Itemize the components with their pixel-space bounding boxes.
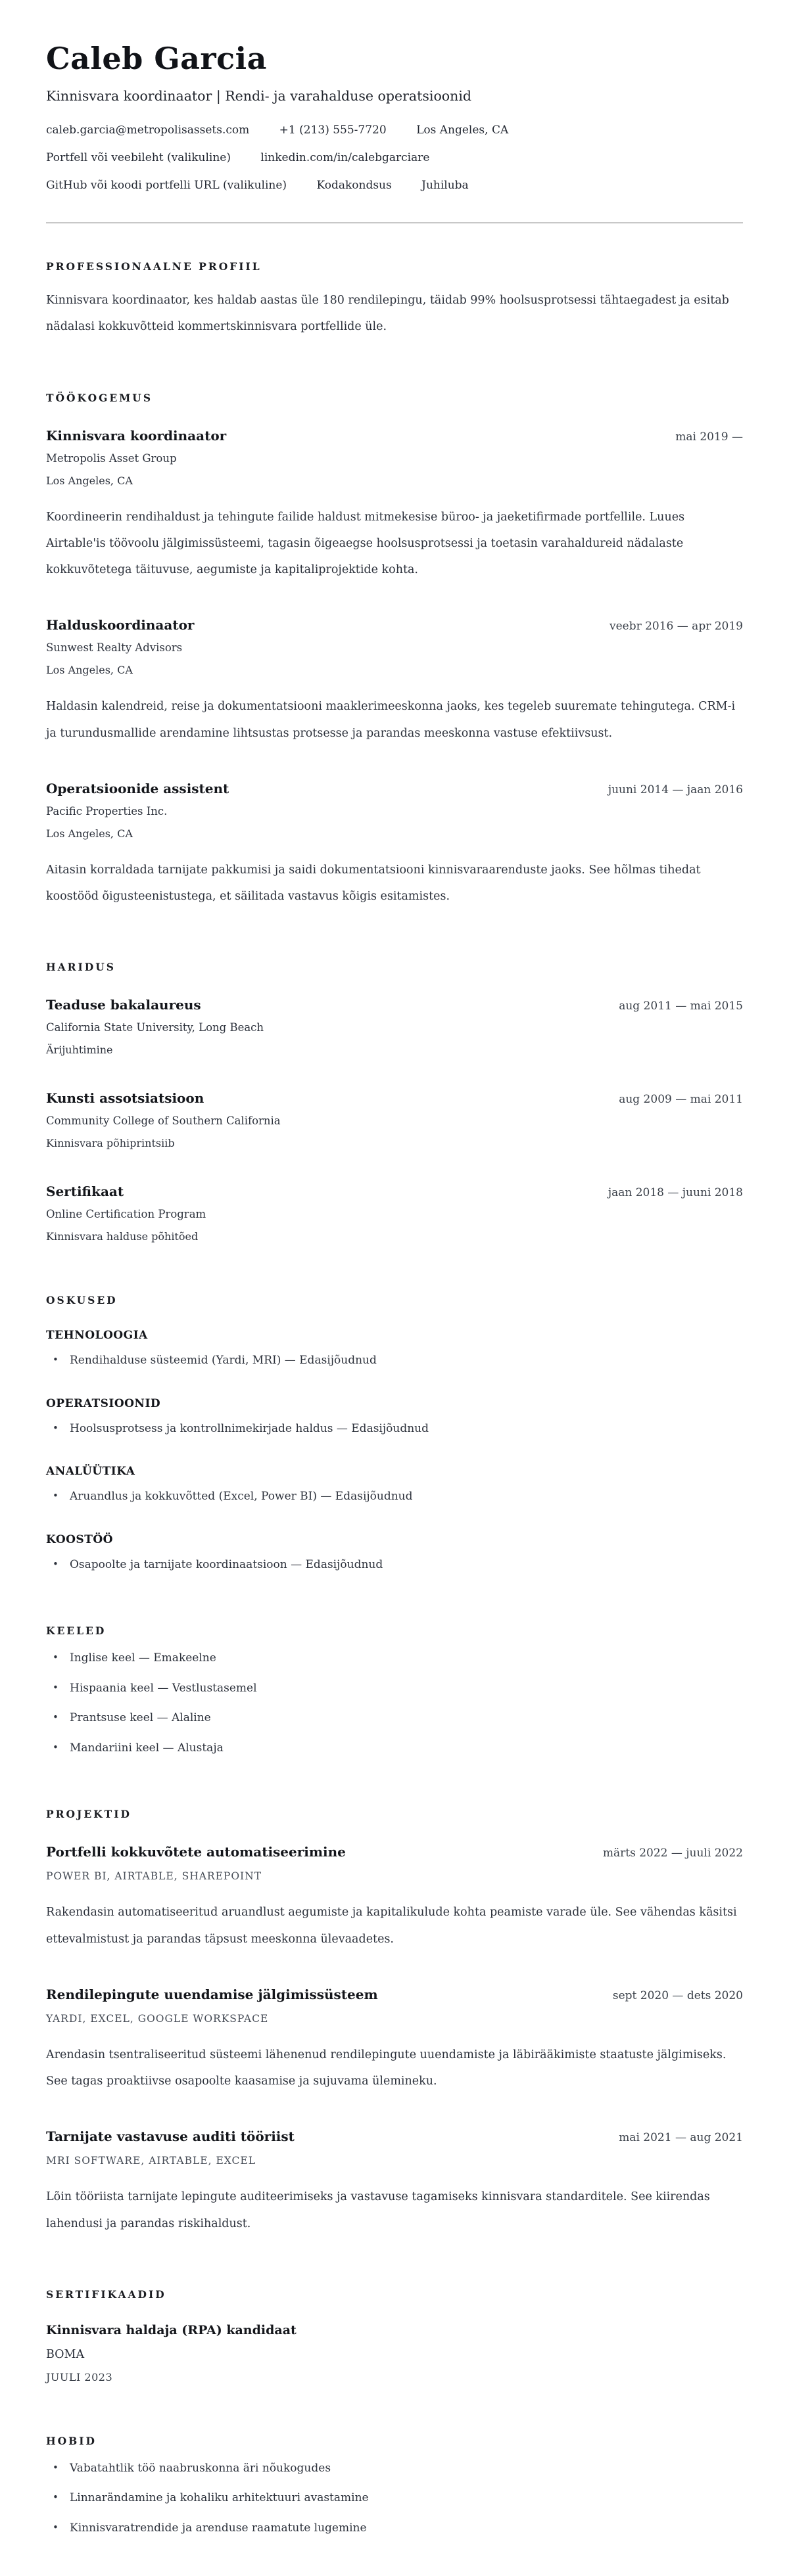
education-dates: jaan 2018 — juuni 2018: [608, 1186, 743, 1200]
job-description: Koordineerin rendihaldust ja tehingute failide haldust mitmekesise büroo- ja jaeketifirmade portfellile. Luues Airtable'is töövoolu jälgimissüsteemi, tagasin õigeaegse hoolsusprotsessi ja toetasin varahaldureid nädalaste kokkuvõtetega täituvuse, aegumiste ja kapitaliprojektide kohta.: [46, 510, 685, 576]
job-location: Los Angeles, CA: [46, 474, 133, 487]
education-school: Online Certification Program: [46, 1208, 206, 1221]
project-dates: märts 2022 — juuli 2022: [602, 1847, 743, 1860]
contact-row-3: [46, 179, 743, 192]
education-school: California State University, Long Beach: [46, 1021, 264, 1034]
project-description: Arendasin tsentraliseeritud süsteemi lähenenud rendilepingute uuendamiste ja läbirääkimiste staatuste jälgimiseks. See tagas proaktiivse osapoolte kaasamise ja sujuvama ülemineku.: [46, 2048, 727, 2088]
section-heading-skills: OSKUSED: [46, 1294, 118, 1307]
job-title: Halduskoordinaator: [46, 617, 195, 633]
project-dates: sept 2020 — dets 2020: [612, 1989, 743, 2002]
contact-row-1: [46, 124, 743, 137]
section-heading-languages: KEELED: [46, 1624, 107, 1638]
certification-title: Kinnisvara haldaja (RPA) kandidaat: [46, 2322, 297, 2337]
project-title: Tarnijate vastavuse auditi tööriist: [46, 2128, 295, 2145]
contact-phone: +1 (213) 555-7720: [279, 124, 387, 137]
skill-list: [46, 1488, 743, 1506]
education-school: Community College of Southern California: [46, 1115, 281, 1128]
job-company: Sunwest Realty Advisors: [46, 641, 183, 655]
job-dates: juuni 2014 — jaan 2016: [608, 783, 743, 796]
project-item: [46, 1987, 743, 2095]
contact-location: Los Angeles, CA: [416, 124, 509, 137]
project-header: [46, 1844, 743, 1860]
hobby-list: [46, 2460, 743, 2537]
project-dates: mai 2021 — aug 2021: [619, 2131, 743, 2145]
skill-item: • Hoolsusprotsess ja kontrollnimekirjade haldus — Edasijõudnud: [46, 1421, 743, 1438]
contact-drivers-license: Juhiluba: [421, 179, 469, 192]
job-header: [46, 781, 743, 796]
education-field: Ärijuhtimine: [46, 1044, 113, 1057]
education-field: Kinnisvara halduse põhitõed: [46, 1230, 199, 1243]
project-title: Rendilepingute uuendamise jälgimissüsteem: [46, 1986, 378, 2002]
section-heading-experience: TÖÖKOGEMUS: [46, 391, 153, 404]
project-title: Portfelli kokkuvõtete automatiseerimine: [46, 1844, 346, 1860]
degree-title: Kunsti assotsiatsioon: [46, 1090, 204, 1107]
skill-group-title: TEHNOLOOGIA: [46, 1329, 148, 1343]
contact-portfolio: Portfell või veebileht (valikuline): [46, 151, 231, 164]
skill-group-title: OPERATSIOONID: [46, 1396, 161, 1410]
skill-list: [46, 1352, 743, 1369]
language-list: [46, 1650, 743, 1757]
education-dates: aug 2011 — mai 2015: [619, 1000, 743, 1013]
skill-item: • Rendihalduse süsteemid (Yardi, MRI) — Edasijõudnud: [46, 1352, 743, 1369]
project-description: Lõin tööriista tarnijate lepingute auditeerimiseks ja vastavuse tagamiseks kinnisvara standarditele. See kiirendas lahendusi ja parandas riskihaldust.: [46, 2190, 710, 2230]
project-item: [46, 1844, 743, 1952]
job-description: Aitasin korraldada tarnijate pakkumisi ja saidi dokumentatsiooni kinnisvaraarenduste jaoks. See hõlmas tihedat koostööd õigusteenistustega, et säilitada vastavus kõigis esitamistes.: [46, 863, 701, 903]
section-heading-education: HARIDUS: [46, 961, 116, 974]
education-item: [46, 1090, 743, 1149]
hobby-item: • Vabatahtlik töö naabruskonna äri nõukogudes: [46, 2460, 743, 2477]
education-header: [46, 1090, 743, 1106]
job-description: Haldasin kalendreid, reise ja dokumentatsiooni maaklerimeeskonna jaoks, kes tegeleb suuremate tehingutega. CRM-i ja turundusmallide arendamine lihtsustas protsesse ja parandas meeskonna vastuse efektiivsust.: [46, 700, 736, 740]
project-item: [46, 2128, 743, 2237]
project-header: [46, 1987, 743, 2002]
language-item: • Mandariini keel — Alustaja: [46, 1740, 743, 1757]
language-item: • Inglise keel — Emakeelne: [46, 1650, 743, 1667]
degree-title: Sertifikaat: [46, 1184, 124, 1200]
job-dates: veebr 2016 — apr 2019: [609, 620, 743, 633]
job-location: Los Angeles, CA: [46, 827, 133, 840]
section-heading-certifications: SERTIFIKAADID: [46, 2288, 166, 2301]
skill-item: • Aruandlus ja kokkuvõtted (Excel, Power BI) — Edasijõudnud: [46, 1488, 743, 1506]
job-company: Metropolis Asset Group: [46, 451, 177, 465]
job-location: Los Angeles, CA: [46, 664, 133, 677]
education-field: Kinnisvara põhiprintsiib: [46, 1137, 175, 1150]
section-heading-profile: PROFESSIONAALNE PROFIIL: [46, 260, 262, 273]
job-item: [46, 428, 743, 584]
certification-date: JUULI 2023: [46, 2370, 113, 2383]
person-name: Caleb Garcia: [46, 41, 267, 76]
contact-email: caleb.garcia@metropolisassets.com: [46, 124, 250, 137]
section-heading-hobbies: HOBID: [46, 2434, 97, 2447]
job-header: [46, 428, 743, 444]
skill-item: • Osapoolte ja tarnijate koordinaatsioon — Edasijõudnud: [46, 1557, 743, 1574]
header-divider: [46, 222, 743, 223]
job-dates: mai 2019 —: [675, 430, 743, 444]
hobby-item: • Linnarändamine ja kohaliku arhitektuuri avastamine: [46, 2490, 743, 2507]
degree-title: Teaduse bakalaureus: [46, 997, 201, 1013]
job-title: Operatsioonide assistent: [46, 780, 229, 796]
job-item: [46, 781, 743, 910]
contact-citizenship: Kodakondsus: [316, 179, 392, 192]
certification-issuer: BOMA: [46, 2347, 85, 2361]
hobby-item: • Kinnisvaratrendide ja arenduse raamatute lugemine: [46, 2520, 743, 2537]
job-header: [46, 617, 743, 633]
skill-group-title: ANALÜÜTIKA: [46, 1465, 135, 1479]
skill-list: [46, 1557, 743, 1574]
contact-row-2: [46, 151, 743, 164]
project-header: [46, 2128, 743, 2144]
job-company: Pacific Properties Inc.: [46, 804, 168, 817]
job-item: [46, 617, 743, 747]
education-header: [46, 1184, 743, 1199]
contact-github: GitHub või koodi portfelli URL (valikuline): [46, 179, 287, 192]
language-item: • Hispaania keel — Vestlustasemel: [46, 1680, 743, 1697]
project-description: Rakendasin automatiseeritud aruandlust aegumiste ja kapitalikulude kohta peamiste varade üle. See vähendas käsitsi ettevalmistust ja parandas täpsust meeskonna ülevaadetes.: [46, 1906, 737, 1946]
skill-list: [46, 1421, 743, 1438]
education-item: [46, 1184, 743, 1243]
headline: Kinnisvara koordinaator | Rendi- ja varahalduse operatsioonid: [46, 88, 472, 104]
language-item: • Prantsuse keel — Alaline: [46, 1710, 743, 1727]
education-dates: aug 2009 — mai 2011: [619, 1093, 743, 1107]
education-item: [46, 997, 743, 1056]
certification-item: [46, 2323, 743, 2383]
section-heading-projects: PROJEKTID: [46, 1808, 132, 1821]
contact-linkedin: linkedin.com/in/calebgarciare: [260, 151, 430, 164]
project-stack: YARDI, EXCEL, GOOGLE WORKSPACE: [46, 2012, 269, 2025]
skill-group-title: KOOSTÖÖ: [46, 1532, 113, 1546]
education-header: [46, 997, 743, 1013]
project-stack: MRI SOFTWARE, AIRTABLE, EXCEL: [46, 2155, 256, 2167]
job-title: Kinnisvara koordinaator: [46, 427, 227, 444]
project-stack: POWER BI, AIRTABLE, SHAREPOINT: [46, 1870, 262, 1883]
profile-summary: Kinnisvara koordinaator, kes haldab aastas üle 180 rendilepingu, täidab 99% hoolsusprotsessi tähtaegadest ja esitab nädalasi kokkuvõtteid kommertskinnisvara portfellide üle.: [46, 294, 729, 334]
